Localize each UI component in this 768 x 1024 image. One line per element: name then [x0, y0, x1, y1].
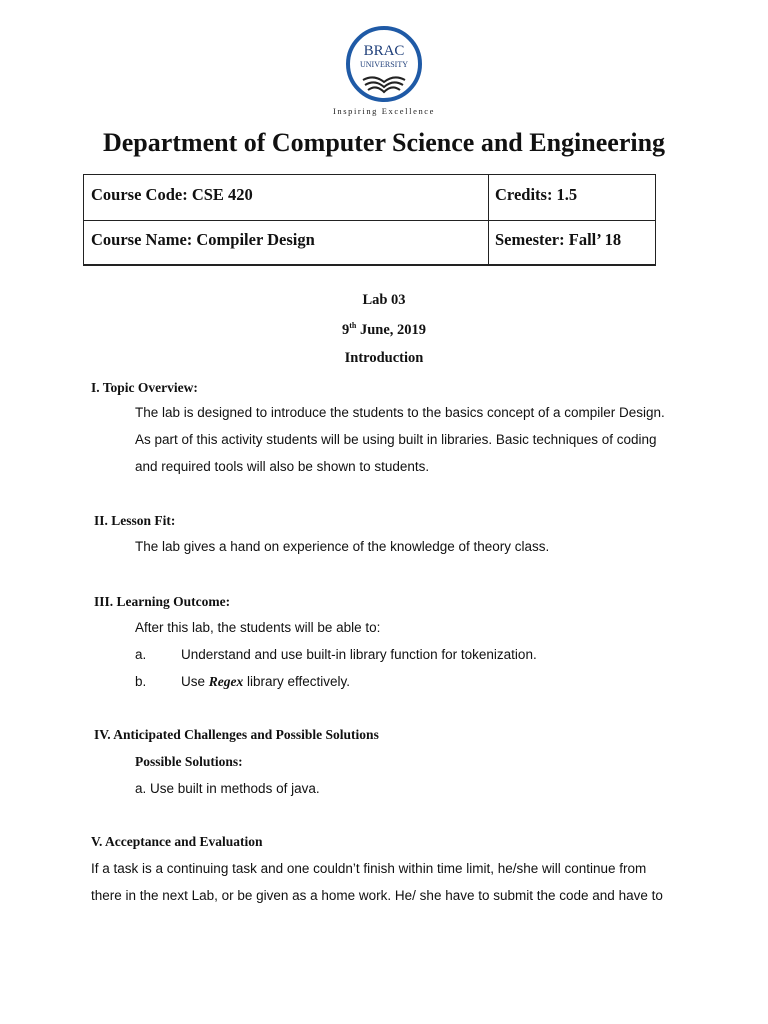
course-credits: Credits: 1.5 — [495, 185, 578, 204]
lab-title: Introduction — [344, 350, 424, 366]
topic-overview-heading: I. Topic Overview: — [91, 380, 198, 395]
outcome-marker-a: a. — [135, 647, 147, 662]
challenges-heading: IV. Anticipated Challenges and Possible Solutions — [94, 727, 379, 742]
brac-university-logo — [345, 22, 423, 106]
topic-line-1: The lab is designed to introduce the students to the basics concept of a compiler Design. — [135, 405, 665, 420]
topic-line-3: and required tools will also be shown to students. — [135, 459, 430, 474]
course-info-table — [83, 174, 656, 266]
acceptance-heading: V. Acceptance and Evaluation — [91, 834, 263, 849]
course-name: Course Name: Compiler Design — [91, 230, 315, 249]
course-code: Course Code: CSE 420 — [91, 185, 253, 204]
acceptance-line-1: If a task is a continuing task and one couldn’t finish within time limit, he/she will continue from — [91, 861, 647, 876]
outcome-item-b: Use Regex library effectively. — [181, 674, 351, 689]
department-title: Department of Computer Science and Engineering — [102, 128, 666, 157]
topic-line-2: As part of this activity students will be using built in libraries. Basic techniques of coding — [135, 432, 657, 447]
svg-text:BRAC: BRAC — [363, 43, 405, 59]
learning-outcome-heading: III. Learning Outcome: — [94, 594, 231, 609]
svg-text:UNIVERSITY: UNIVERSITY — [360, 60, 408, 69]
course-semester: Semester: Fall’ 18 — [495, 230, 622, 249]
lesson-fit-heading: II. Lesson Fit: — [94, 513, 176, 528]
solution-line: a. Use built in methods of java. — [135, 781, 320, 796]
learning-outcome-intro: After this lab, the students will be able to: — [135, 620, 381, 635]
outcome-marker-b: b. — [135, 674, 147, 689]
logo-tagline: Inspiring Excellence — [332, 106, 436, 116]
possible-solutions-subheading: Possible Solutions: — [135, 754, 243, 769]
lab-number: Lab 03 — [362, 292, 406, 308]
outcome-item-a: Understand and use built-in library function for tokenization. — [181, 647, 537, 662]
acceptance-line-2: there in the next Lab, or be given as a home work. He/ she have to submit the code and have to — [91, 888, 663, 903]
lesson-fit-line: The lab gives a hand on experience of the knowledge of theory class. — [135, 539, 550, 554]
lab-date: 9th June, 2019 — [341, 321, 427, 338]
